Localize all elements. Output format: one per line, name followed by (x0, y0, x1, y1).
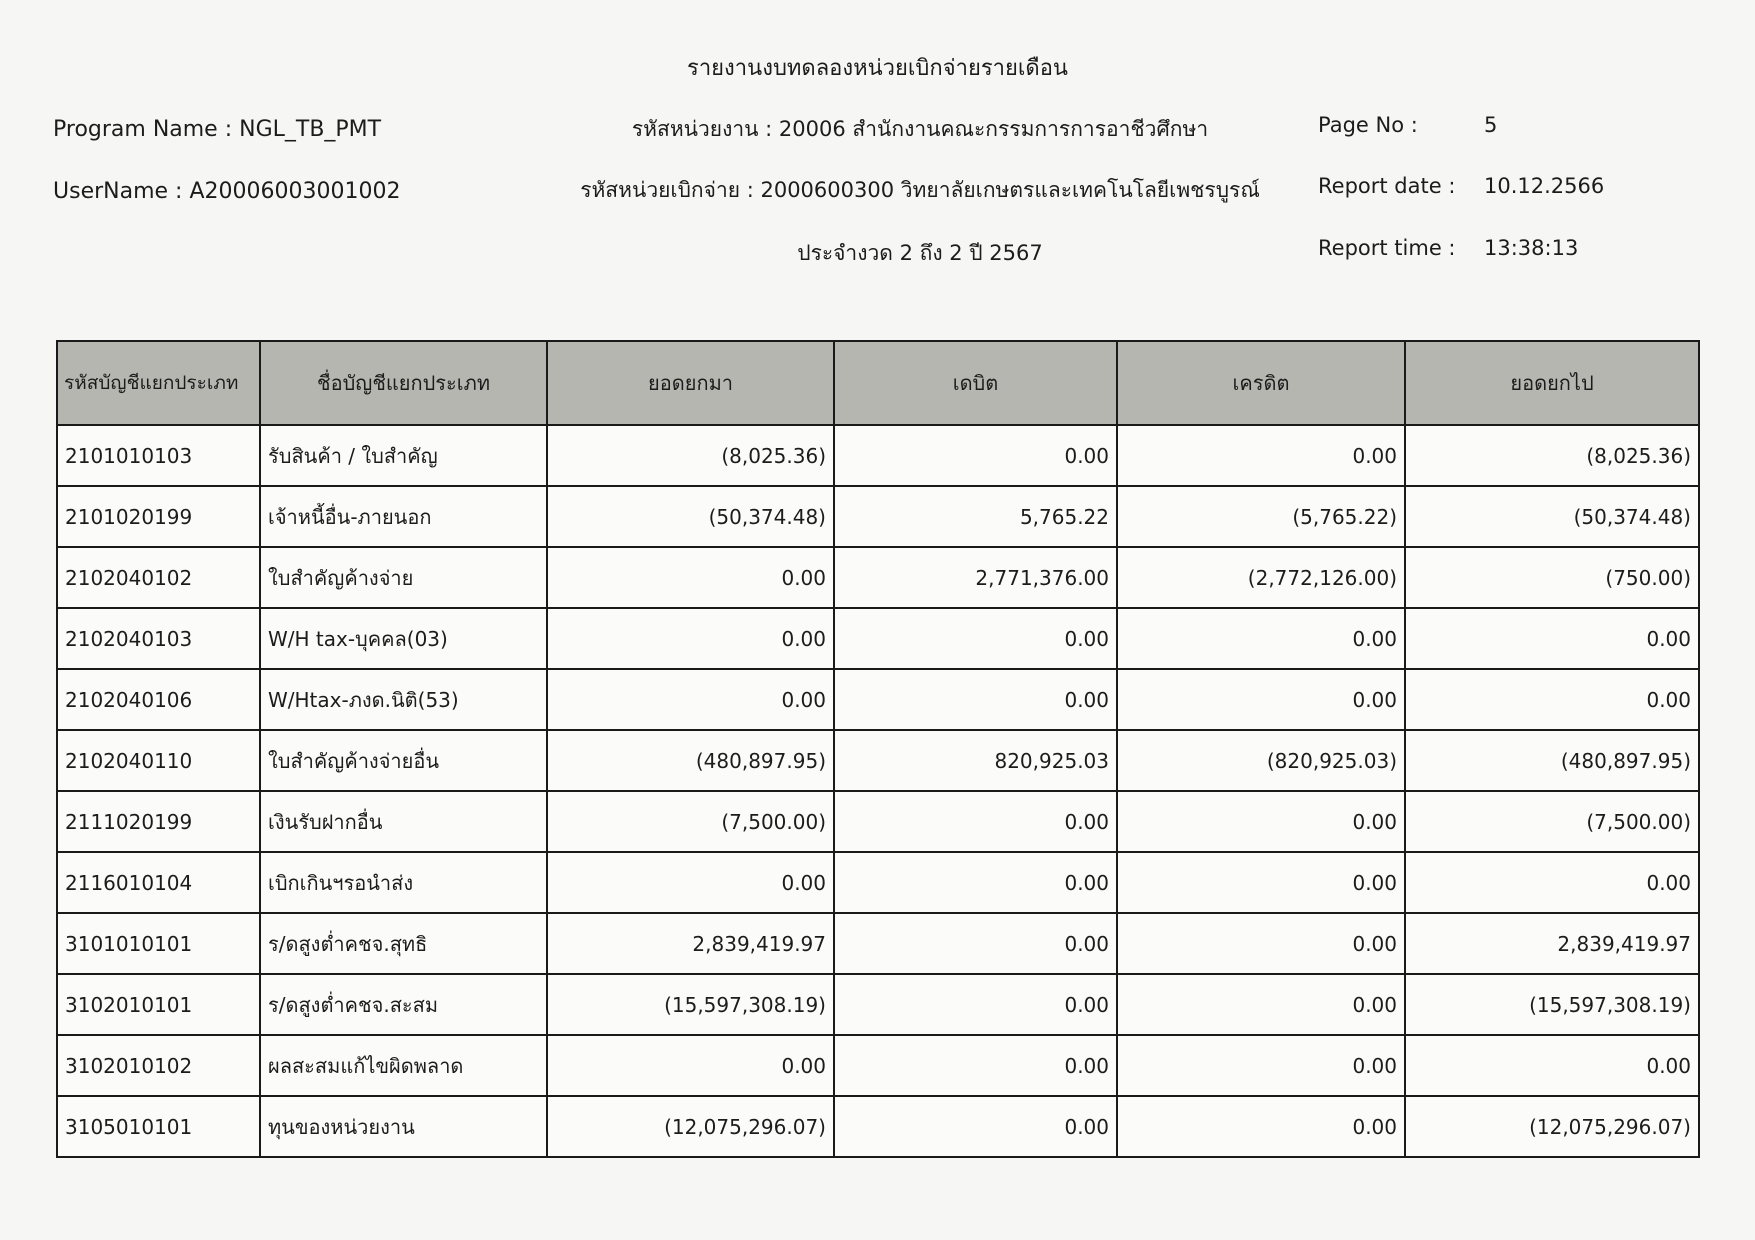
cell-carried-forward: 0.00 (1405, 1035, 1699, 1096)
report-date-label: Report date : (1318, 174, 1456, 198)
table-row (57, 669, 1699, 730)
cell-credit: (820,925.03) (1117, 730, 1405, 791)
cell-account-name: ร/ดสูงต่ำคชจ.สุทธิ (260, 913, 547, 974)
cell-credit: 0.00 (1117, 425, 1405, 486)
cell-account-name: ผลสะสมแก้ไขผิดพลาด (260, 1035, 547, 1096)
cell-carried-forward: 0.00 (1405, 852, 1699, 913)
cell-account-name: เจ้าหนี้อื่น-ภายนอก (260, 486, 547, 547)
header-account-name: ชื่อบัญชีแยกประเภท (260, 341, 547, 425)
cell-account-name: W/Htax-ภงด.นิติ(53) (260, 669, 547, 730)
cell-carried-forward: 0.00 (1405, 669, 1699, 730)
table-row (57, 791, 1699, 852)
table-row (57, 1096, 1699, 1157)
cell-account-code: 2102040110 (57, 730, 260, 791)
cell-account-name: ร/ดสูงต่ำคชจ.สะสม (260, 974, 547, 1035)
cell-carried-forward: (8,025.36) (1405, 425, 1699, 486)
cell-credit: 0.00 (1117, 791, 1405, 852)
cell-carried-forward: (50,374.48) (1405, 486, 1699, 547)
report-date: 10.12.2566 (1484, 174, 1605, 198)
table-row (57, 913, 1699, 974)
cell-brought-forward: (15,597,308.19) (547, 974, 834, 1035)
cell-credit: (5,765.22) (1117, 486, 1405, 547)
cell-brought-forward: (480,897.95) (547, 730, 834, 791)
cell-brought-forward: 0.00 (547, 547, 834, 608)
cell-debit: 0.00 (834, 913, 1117, 974)
username: UserName : A20006003001002 (53, 179, 401, 204)
cell-debit: 5,765.22 (834, 486, 1117, 547)
cell-account-code: 2101010103 (57, 425, 260, 486)
cell-account-code: 2102040102 (57, 547, 260, 608)
cell-account-code: 3102010102 (57, 1035, 260, 1096)
disbursing-unit-code: รหัสหน่วยเบิกจ่าย : 2000600300 วิทยาลัยเกษตรและเทคโนโลยีเพชรบูรณ์ (580, 178, 1260, 202)
agency-code: รหัสหน่วยงาน : 20006 สำนักงานคณะกรรมการการอาชีวศึกษา (631, 117, 1209, 141)
cell-debit: 0.00 (834, 1096, 1117, 1157)
cell-carried-forward: 2,839,419.97 (1405, 913, 1699, 974)
header-brought-forward: ยอดยกมา (547, 341, 834, 425)
report-time-label: Report time : (1318, 236, 1456, 260)
cell-account-name: เงินรับฝากอื่น (260, 791, 547, 852)
cell-account-code: 2101020199 (57, 486, 260, 547)
cell-account-code: 3101010101 (57, 913, 260, 974)
page-no-label: Page No : (1318, 113, 1418, 137)
cell-brought-forward: 0.00 (547, 1035, 834, 1096)
report-title: รายงานงบทดลองหน่วยเบิกจ่ายรายเดือน (687, 56, 1068, 81)
table-row (57, 425, 1699, 486)
report-time: 13:38:13 (1484, 236, 1579, 260)
cell-carried-forward: 0.00 (1405, 608, 1699, 669)
cell-credit: 0.00 (1117, 913, 1405, 974)
report-period: ประจำงวด 2 ถึง 2 ปี 2567 (797, 241, 1043, 265)
table-header-row (57, 341, 1699, 425)
table-row (57, 974, 1699, 1035)
table-row (57, 547, 1699, 608)
cell-carried-forward: (15,597,308.19) (1405, 974, 1699, 1035)
page-no: 5 (1484, 113, 1498, 137)
cell-credit: 0.00 (1117, 1096, 1405, 1157)
cell-account-name: ใบสำคัญค้างจ่ายอื่น (260, 730, 547, 791)
cell-carried-forward: (480,897.95) (1405, 730, 1699, 791)
cell-debit: 0.00 (834, 608, 1117, 669)
cell-credit: (2,772,126.00) (1117, 547, 1405, 608)
cell-brought-forward: 0.00 (547, 852, 834, 913)
cell-brought-forward: (8,025.36) (547, 425, 834, 486)
cell-brought-forward: (7,500.00) (547, 791, 834, 852)
cell-account-name: เบิกเกินฯรอนำส่ง (260, 852, 547, 913)
cell-brought-forward: (50,374.48) (547, 486, 834, 547)
table-row (57, 1035, 1699, 1096)
cell-debit: 0.00 (834, 852, 1117, 913)
cell-carried-forward: (12,075,296.07) (1405, 1096, 1699, 1157)
cell-debit: 2,771,376.00 (834, 547, 1117, 608)
cell-brought-forward: 0.00 (547, 669, 834, 730)
cell-carried-forward: (7,500.00) (1405, 791, 1699, 852)
table-row (57, 730, 1699, 791)
cell-credit: 0.00 (1117, 669, 1405, 730)
cell-debit: 0.00 (834, 791, 1117, 852)
cell-debit: 0.00 (834, 974, 1117, 1035)
header-debit: เดบิต (834, 341, 1117, 425)
cell-debit: 0.00 (834, 1035, 1117, 1096)
header-carried-forward: ยอดยกไป (1405, 341, 1699, 425)
cell-account-code: 2102040106 (57, 669, 260, 730)
cell-account-name: ใบสำคัญค้างจ่าย (260, 547, 547, 608)
cell-credit: 0.00 (1117, 974, 1405, 1035)
cell-credit: 0.00 (1117, 1035, 1405, 1096)
header-credit: เครดิต (1117, 341, 1405, 425)
table-row (57, 608, 1699, 669)
cell-debit: 0.00 (834, 425, 1117, 486)
cell-account-code: 2102040103 (57, 608, 260, 669)
cell-debit: 820,925.03 (834, 730, 1117, 791)
cell-account-name: W/H tax-บุคคล(03) (260, 608, 547, 669)
table-row (57, 486, 1699, 547)
table-body (57, 425, 1699, 1157)
table-row (57, 852, 1699, 913)
header-account-code: รหัสบัญชีแยกประเภท (57, 341, 260, 425)
cell-account-code: 3105010101 (57, 1096, 260, 1157)
cell-account-code: 2116010104 (57, 852, 260, 913)
cell-brought-forward: (12,075,296.07) (547, 1096, 834, 1157)
trial-balance-table (56, 340, 1700, 1158)
cell-carried-forward: (750.00) (1405, 547, 1699, 608)
cell-brought-forward: 2,839,419.97 (547, 913, 834, 974)
cell-account-code: 3102010101 (57, 974, 260, 1035)
cell-account-name: ทุนของหน่วยงาน (260, 1096, 547, 1157)
cell-account-code: 2111020199 (57, 791, 260, 852)
cell-credit: 0.00 (1117, 852, 1405, 913)
program-name: Program Name : NGL_TB_PMT (53, 117, 382, 142)
cell-credit: 0.00 (1117, 608, 1405, 669)
cell-account-name: รับสินค้า / ใบสำคัญ (260, 425, 547, 486)
cell-brought-forward: 0.00 (547, 608, 834, 669)
cell-debit: 0.00 (834, 669, 1117, 730)
